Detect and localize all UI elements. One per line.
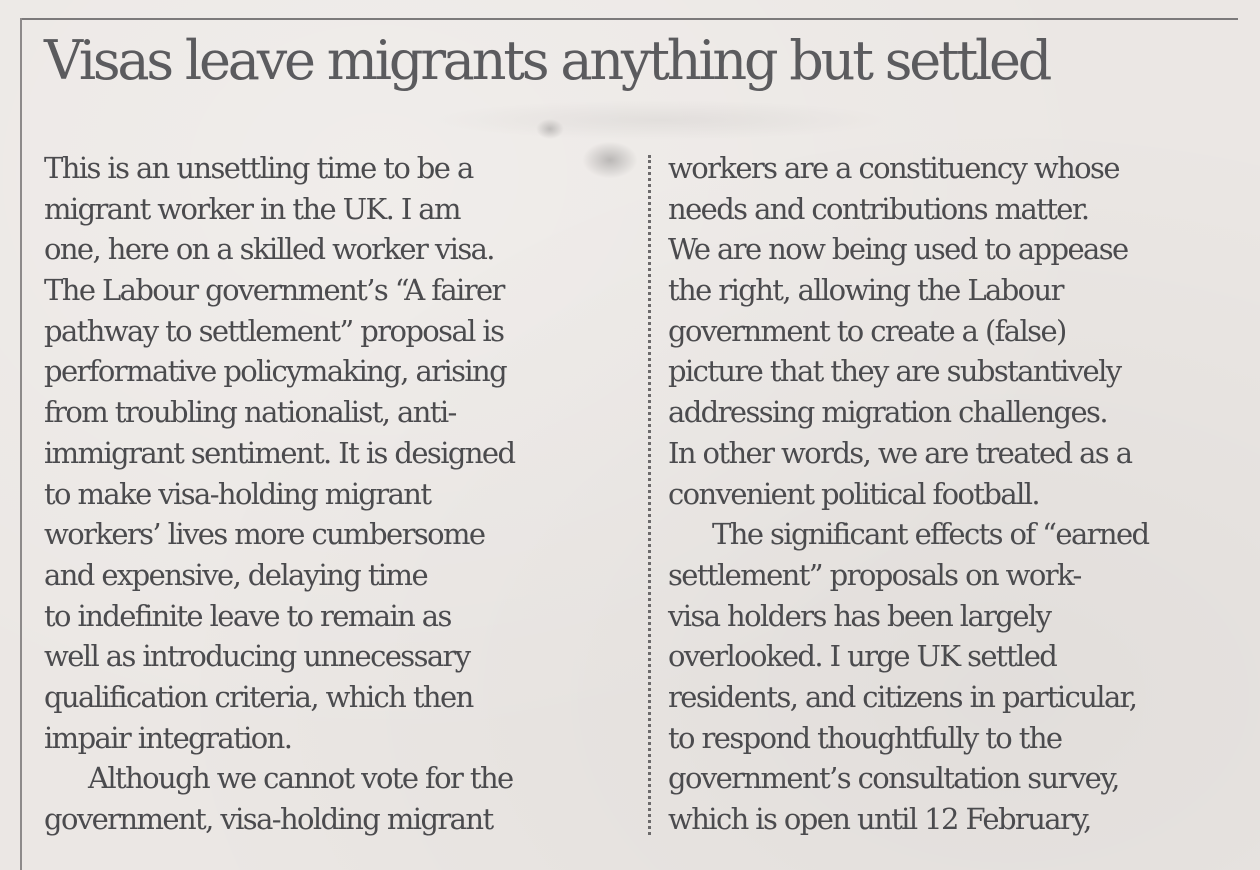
text-line: well as introducing unnecessary	[44, 639, 470, 674]
text-line: immigrant sentiment. It is designed	[44, 435, 515, 470]
text-line: We are now being used to appease	[668, 232, 1128, 267]
text-line: visa holders has been largely	[668, 598, 1051, 633]
article-headline: Visas leave migrants anything but settled	[44, 29, 1050, 92]
text-line: government’s consultation survey,	[668, 761, 1119, 796]
text-line: needs and contributions matter.	[668, 191, 1089, 226]
text-line: In other words, we are treated as a	[668, 435, 1132, 470]
text-line: This is an unsettling time to be a	[44, 151, 473, 185]
top-rule	[22, 18, 1238, 20]
text-line: migrant worker in the UK. I am	[44, 191, 460, 226]
text-line: government, visa-holding migrant	[44, 802, 493, 836]
ink-smudge	[535, 118, 565, 140]
article-column-right	[668, 148, 1253, 840]
text-line: settlement” proposals on work-	[668, 557, 1081, 592]
print-bleed-through	[430, 100, 890, 140]
text-line: residents, and citizens in particular,	[668, 679, 1137, 714]
text-line: from troubling nationalist, anti-	[44, 395, 456, 430]
text-line: to make visa-holding migrant	[44, 476, 431, 511]
article-column-left	[44, 148, 634, 840]
text-line: workers are a constituency whose	[668, 151, 1119, 185]
text-line: The Labour government’s “A fairer	[44, 273, 504, 308]
text-line: addressing migration challenges.	[668, 395, 1107, 430]
text-line: qualification criteria, which then	[44, 679, 473, 714]
text-line: to respond thoughtfully to the	[668, 720, 1062, 755]
text-line: to indefinite leave to remain as	[44, 598, 451, 633]
text-line: which is open until 12 February,	[668, 802, 1091, 836]
text-line: government to create a (false)	[668, 313, 1066, 348]
text-line: impair integration.	[44, 720, 292, 755]
text-line: performative policymaking, arising	[44, 354, 507, 389]
text-line: pathway to settlement” proposal is	[44, 313, 504, 348]
paragraph-start-line: The significant effects of “earned	[712, 517, 1149, 552]
text-line: workers’ lives more cumbersome	[44, 517, 485, 552]
paragraph-start-line: Although we cannot vote for the	[88, 761, 513, 796]
clipping-edge	[20, 18, 22, 870]
text-line: the right, allowing the Labour	[668, 273, 1063, 308]
text-line: one, here on a skilled worker visa.	[44, 232, 494, 267]
text-line: overlooked. I urge UK settled	[668, 639, 1057, 674]
text-line: convenient political football.	[668, 476, 1040, 511]
text-line: picture that they are substantively	[668, 354, 1121, 389]
text-line: and expensive, delaying time	[44, 557, 428, 592]
column-divider	[648, 155, 651, 835]
